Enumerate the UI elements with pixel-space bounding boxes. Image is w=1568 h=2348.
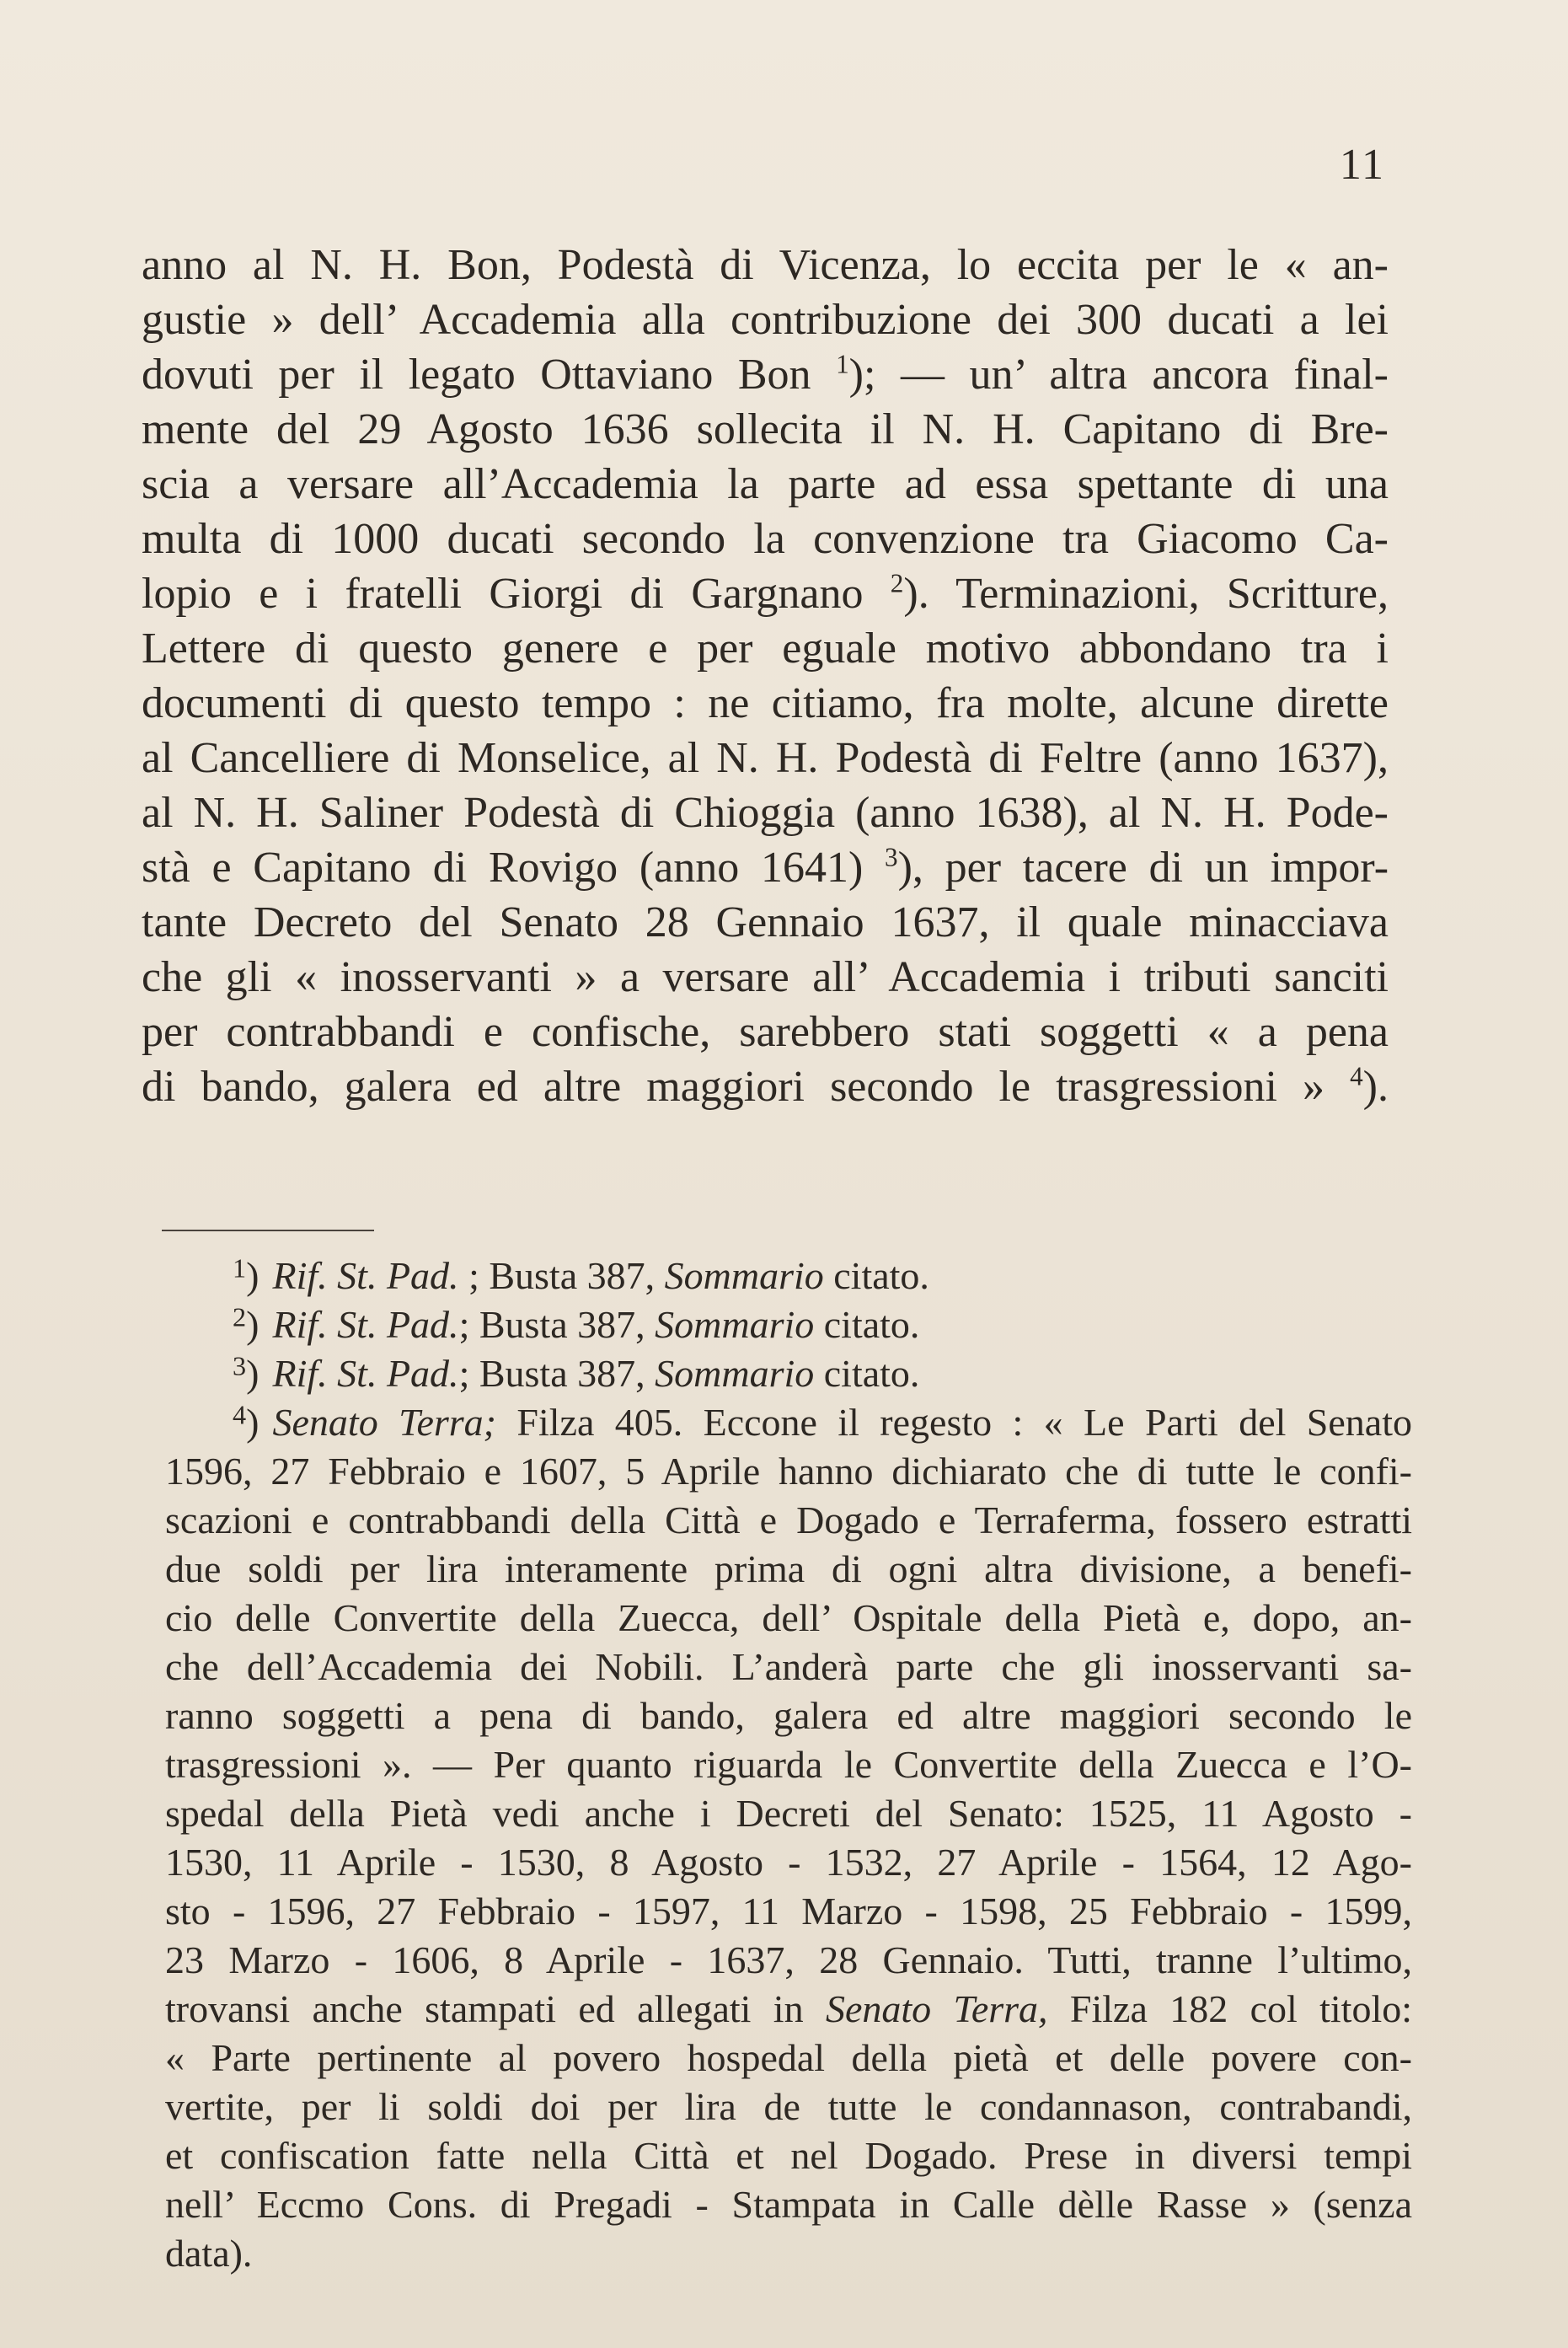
text-line xyxy=(142,950,1389,1005)
footnote-marker-number: 1 xyxy=(233,1252,247,1284)
text-segment: cio delle Convertite della Zuecca, dell’ Ospitale della Pietà e, dopo, an- xyxy=(165,1596,1412,1639)
text-segment: che gli « inosservanti » a versare all’ Accademia i tributi sanciti xyxy=(142,953,1389,1001)
footnote-line xyxy=(165,1398,1412,1447)
text-line xyxy=(142,238,1389,292)
text-line xyxy=(142,566,1389,621)
text-segment: anno al N. H. Bon, Podestà di Vicenza, lo eccita per le « an- xyxy=(142,241,1389,289)
text-line xyxy=(142,731,1389,785)
italic-citation: Rif. St. Pad. xyxy=(272,1303,459,1346)
italic-citation: Sommario xyxy=(664,1254,824,1297)
text-segment: due soldi per lira interamente prima di ogni altra divisione, a benefi- xyxy=(165,1547,1412,1590)
text-segment: et confiscation fatte nella Città et nel Dogado. Prese in diversi tempi xyxy=(165,2134,1412,2177)
footnote-line xyxy=(165,1691,1412,1740)
text-segment: citato. xyxy=(823,1254,929,1297)
footnotes xyxy=(165,1252,1412,2278)
text-segment: ; Busta 387, xyxy=(458,1352,656,1395)
text-line xyxy=(142,347,1389,402)
footnote-3 xyxy=(165,1349,1412,1398)
page-number: 11 xyxy=(1339,141,1385,189)
footnote-line xyxy=(165,1252,1412,1300)
text-segment: vertite, per li soldi doi per lira de tutte le condannason, contrabandi, xyxy=(165,2085,1412,2128)
footnote-line xyxy=(165,1985,1412,2034)
text-segment: sto - 1596, 27 Febbraio - 1597, 11 Marzo - 1598, 25 Febbraio - 1599, xyxy=(165,1890,1412,1933)
italic-citation: Rif. St. Pad. xyxy=(272,1254,459,1297)
footnote-line xyxy=(165,1936,1412,1985)
footnote-line xyxy=(165,1496,1412,1545)
text-segment: scia a versare all’Accademia la parte ad essa spettante di una xyxy=(142,460,1389,508)
italic-citation: Senato Terra; xyxy=(272,1401,496,1444)
text-segment: di bando, galera ed altre maggiori secondo le trasgressioni » xyxy=(142,1063,1351,1111)
text-segment: ). xyxy=(1362,1063,1389,1111)
footnote-marker-number: 3 xyxy=(233,1350,247,1381)
text-segment: scazioni e contrabbandi della Città e Dogado e Terraferma, fossero estratti xyxy=(165,1498,1412,1541)
footnote-reference: 1 xyxy=(836,349,849,379)
text-line xyxy=(142,512,1389,566)
footnote-line xyxy=(165,1789,1412,1838)
text-line xyxy=(142,676,1389,731)
footnote-marker-paren: ) xyxy=(246,1303,260,1346)
footnote-line xyxy=(165,1545,1412,1594)
text-segment: ), per tacere di un impor- xyxy=(897,844,1389,892)
footnote-marker-number: 4 xyxy=(233,1399,247,1430)
footnote-marker-number: 2 xyxy=(233,1301,247,1332)
text-segment: stà e Capitano di Rovigo (anno 1641) xyxy=(142,844,886,892)
text-segment: data). xyxy=(165,2232,253,2275)
text-segment: 1530, 11 Aprile - 1530, 8 Agosto - 1532, 27 Aprile - 1564, 12 Ago- xyxy=(165,1841,1412,1884)
text-line xyxy=(142,292,1389,347)
text-line xyxy=(142,895,1389,950)
text-segment: multa di 1000 ducati secondo la convenzione tra Giacomo Ca- xyxy=(142,515,1389,563)
footnote-line xyxy=(165,2131,1412,2180)
text-segment: che dell’Accademia dei Nobili. L’anderà parte che gli inosservanti sa- xyxy=(165,1645,1412,1688)
italic-citation: Senato Terra, xyxy=(825,1987,1048,2030)
text-segment: ; Busta 387, xyxy=(458,1303,656,1346)
footnote-4 xyxy=(165,1398,1412,2278)
footnote-line xyxy=(165,1300,1412,1349)
footnote-line xyxy=(165,1594,1412,1643)
footnote-marker-paren: ) xyxy=(246,1401,260,1444)
footnote-line xyxy=(165,1349,1412,1398)
text-line xyxy=(142,840,1389,895)
footnote-2 xyxy=(165,1300,1412,1349)
text-segment: nell’ Eccmo Cons. di Pregadi - Stampata in Calle dèlle Rasse » (senza xyxy=(165,2183,1412,2226)
footnote-line xyxy=(165,1887,1412,1936)
footnote-line xyxy=(165,1838,1412,1887)
text-segment: per contrabbandi e confische, sarebbero stati soggetti « a pena xyxy=(142,1008,1389,1056)
text-segment: tante Decreto del Senato 28 Gennaio 1637, il quale minacciava xyxy=(142,898,1389,946)
text-segment: Filza 182 col titolo: xyxy=(1047,1987,1413,2030)
text-line xyxy=(142,1005,1389,1059)
text-line xyxy=(142,1059,1389,1114)
text-segment: ; Busta 387, xyxy=(458,1254,665,1297)
text-segment: 23 Marzo - 1606, 8 Aprile - 1637, 28 Gennaio. Tutti, tranne l’ultimo, xyxy=(165,1938,1412,1981)
text-segment: ranno soggetti a pena di bando, galera ed altre maggiori secondo le xyxy=(165,1694,1412,1737)
text-segment: mente del 29 Agosto 1636 sollecita il N. H. Capitano di Bre- xyxy=(142,405,1389,453)
footnote-line xyxy=(165,2034,1412,2083)
footnote-line xyxy=(165,2180,1412,2229)
text-segment: al Cancelliere di Monselice, al N. H. Podestà di Feltre (anno 1637), xyxy=(142,734,1389,782)
text-segment: ); — un’ altra ancora final- xyxy=(848,351,1389,399)
italic-citation: Sommario xyxy=(655,1303,815,1346)
footnote-divider xyxy=(162,1230,374,1231)
text-segment: Filza 405. Eccone il regesto : « Le Parti del Senato xyxy=(496,1401,1412,1444)
text-segment: lopio e i fratelli Giorgi di Gargnano xyxy=(142,570,891,618)
footnote-line xyxy=(165,1643,1412,1691)
text-segment: citato. xyxy=(814,1352,920,1395)
text-line xyxy=(142,402,1389,457)
text-segment: ). Terminazioni, Scritture, xyxy=(903,570,1389,618)
footnote-line xyxy=(165,2229,1412,2278)
italic-citation: Sommario xyxy=(655,1352,815,1395)
text-segment: citato. xyxy=(814,1303,920,1346)
footnote-marker-paren: ) xyxy=(246,1254,260,1297)
text-segment: trovansi anche stampati ed allegati in xyxy=(165,1987,826,2030)
text-line xyxy=(142,785,1389,840)
italic-citation: Rif. St. Pad. xyxy=(272,1352,459,1395)
text-segment: 1596, 27 Febbraio e 1607, 5 Aprile hanno dichiarato che di tutte le confi- xyxy=(165,1450,1412,1493)
text-segment: Lettere di questo genere e per eguale motivo abbondano tra i xyxy=(142,625,1389,673)
text-segment: al N. H. Saliner Podestà di Chioggia (anno 1638), al N. H. Pode- xyxy=(142,789,1389,837)
text-line xyxy=(142,621,1389,676)
text-segment: spedal della Pietà vedi anche i Decreti del Senato: 1525, 11 Agosto - xyxy=(165,1792,1412,1835)
text-segment: « Parte pertinente al povero hospedal della pietà et delle povere con- xyxy=(165,2036,1412,2079)
footnote-line xyxy=(165,1740,1412,1789)
text-segment: trasgressioni ». — Per quanto riguarda le Convertite della Zuecca e l’O- xyxy=(165,1743,1412,1786)
footnote-marker-paren: ) xyxy=(246,1352,260,1395)
footnote-line xyxy=(165,2083,1412,2131)
text-segment: gustie » dell’ Accademia alla contribuzione dei 300 ducati a lei xyxy=(142,296,1389,344)
text-segment: dovuti per il legato Ottaviano Bon xyxy=(142,351,837,399)
footnote-reference: 3 xyxy=(885,842,898,872)
footnote-1 xyxy=(165,1252,1412,1300)
text-segment: documenti di questo tempo : ne citiamo, fra molte, alcune dirette xyxy=(142,679,1389,727)
main-text xyxy=(142,238,1389,1114)
text-line xyxy=(142,457,1389,512)
footnote-reference: 2 xyxy=(890,568,904,598)
footnote-line xyxy=(165,1447,1412,1496)
footnote-reference: 4 xyxy=(1350,1061,1363,1091)
